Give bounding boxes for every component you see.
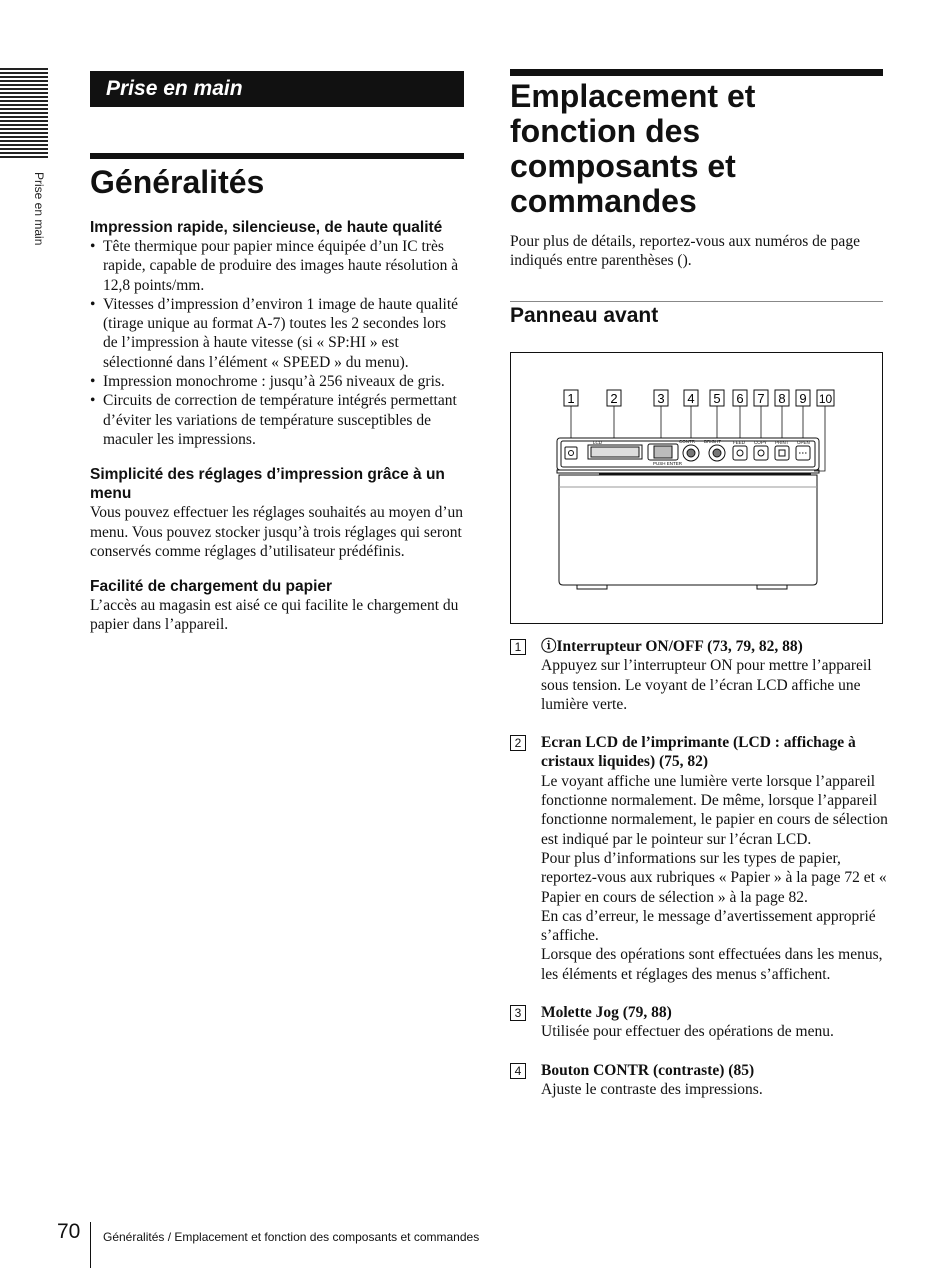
- callout-label: 4: [687, 391, 695, 406]
- panel-label: COPY: [754, 440, 767, 445]
- panel-label: PUSH ENTER: [653, 461, 683, 466]
- panel-label: BRIGHT: [704, 439, 722, 444]
- footer-divider: [90, 1222, 91, 1268]
- section-heading: Impression rapide, silencieuse, de haute qualité: [90, 219, 443, 236]
- panel-label: OPEN: [797, 440, 810, 445]
- section-text: L’accès au magasin est aisé ce qui facilite le chargement du papier dans l’appareil.: [90, 597, 459, 634]
- item-number: 3: [510, 1005, 526, 1021]
- panel-label: LCD: [593, 440, 603, 445]
- item-body: Utilisée pour effectuer des opérations de menu.: [541, 1023, 834, 1041]
- item-title: Molette Jog (79, 88): [541, 1004, 672, 1022]
- callout-label: 6: [736, 391, 744, 406]
- callout-label: 5: [713, 391, 721, 406]
- section-banner: Prise en main: [90, 71, 464, 107]
- item-title: Ecran LCD de l’imprimante (LCD : affichage à cristaux liquides) (75, 82): [541, 734, 856, 771]
- title-rule: [510, 69, 883, 76]
- left-column: [90, 218, 464, 635]
- callout-label: 2: [610, 391, 618, 406]
- page-number: 70: [57, 1220, 81, 1243]
- section-text: Vous pouvez effectuer les réglages souhaités au moyen d’un menu. Vous pouvez stocker jusqu’à trois réglages qui seront conservés comme réglages d’utilisateur prédéfinis.: [90, 504, 464, 560]
- list-item: • Vitesses d’impression d’environ 1 image de haute qualité (tirage unique au format A-7) toutes les 2 secondes lors de l’impression à haute vitesse (si « SP:HI » est sélectionné dans l’élément « SPEED » du menu).: [90, 295, 464, 372]
- callout-label: 10: [818, 392, 833, 406]
- title-rule: [90, 153, 464, 159]
- callout-label: 9: [799, 391, 807, 406]
- list-item: • Impression monochrome : jusqu’à 256 niveaux de gris.: [90, 372, 464, 391]
- side-tab-label: Prise en main: [32, 172, 46, 246]
- callout-3: [654, 390, 668, 406]
- item-body: Le voyant affiche une lumière verte lorsque l’appareil fonctionne normalement. De même, lorsque l’appareil fonctionne normalement, le papier en cours de sélection est indiqué par le pointeur sur l’écran LCD. Pour plus d’informations sur les types de papier, reportez-vous aux rubriques « Papier » à la page 72 et « Papier en cours de sélection » à la page 82. En cas d’erreur, le message d’avertissement approprié s’affiche. Lorsque des opérations sont effectuées dans les menus, les éléments et réglages des menus s’affichent.: [541, 772, 888, 983]
- component-list: [510, 637, 890, 1099]
- callout-label: 1: [567, 391, 575, 406]
- printer-illustration: [511, 353, 884, 625]
- panel-label: FEED: [733, 440, 746, 445]
- list-item: [510, 1061, 890, 1100]
- callout-7: [754, 390, 768, 406]
- item-body: Ajuste le contraste des impressions.: [541, 1080, 763, 1098]
- item-number: 1: [510, 639, 526, 655]
- callout-5: [710, 390, 724, 406]
- front-panel-figure: [510, 352, 883, 624]
- list-item: • Tête thermique pour papier mince équipée d’un IC très rapide, capable de produire des images haute résolution à 12,8 points/mm.: [90, 237, 464, 295]
- list-item: [510, 637, 890, 714]
- list-item: [510, 1003, 890, 1042]
- callout-8: [775, 390, 789, 406]
- section-heading: Facilité de chargement du papier: [90, 578, 333, 596]
- subsection-title: Panneau avant: [510, 304, 659, 327]
- item-number: 4: [510, 1063, 526, 1079]
- callout-10: [817, 390, 834, 406]
- callout-1: [564, 390, 578, 406]
- feature-list: [90, 237, 464, 449]
- list-item: [510, 733, 890, 984]
- callout-6: [733, 390, 747, 406]
- item-title: Bouton CONTR (contraste) (85): [541, 1061, 755, 1079]
- thumb-index-strip: [0, 68, 48, 158]
- section-heading: Simplicité des réglages d’impression grâce à un menu: [90, 466, 445, 503]
- callout-4: [684, 390, 698, 406]
- running-footer: Généralités / Emplacement et fonction des composants et commandes: [103, 1230, 480, 1244]
- list-item: • Circuits de correction de température intégrés permettant d’éviter les variations de température susceptibles de maculer les impressions.: [90, 391, 464, 449]
- section-title: Emplacement et fonction des composants et commandes: [510, 78, 756, 219]
- page-title: Généralités: [90, 164, 265, 200]
- callout-label: 7: [757, 391, 765, 406]
- item-number: 2: [510, 735, 526, 751]
- callout-9: [796, 390, 810, 406]
- callout-label: 3: [657, 391, 665, 406]
- callout-2: [607, 390, 621, 406]
- callout-label: 8: [778, 391, 786, 406]
- panel-label: CONTR: [679, 439, 695, 444]
- intro-text: Pour plus de détails, reportez-vous aux numéros de page indiqués entre parenthèses ().: [510, 233, 860, 270]
- item-title: ⓘInterrupteur ON/OFF (73, 79, 82, 88): [541, 638, 803, 655]
- panel-label: PRINT: [775, 440, 789, 445]
- item-body: Appuyez sur l’interrupteur ON pour mettre l’appareil sous tension. Le voyant de l’écran LCD affiche une lumière verte.: [541, 657, 872, 713]
